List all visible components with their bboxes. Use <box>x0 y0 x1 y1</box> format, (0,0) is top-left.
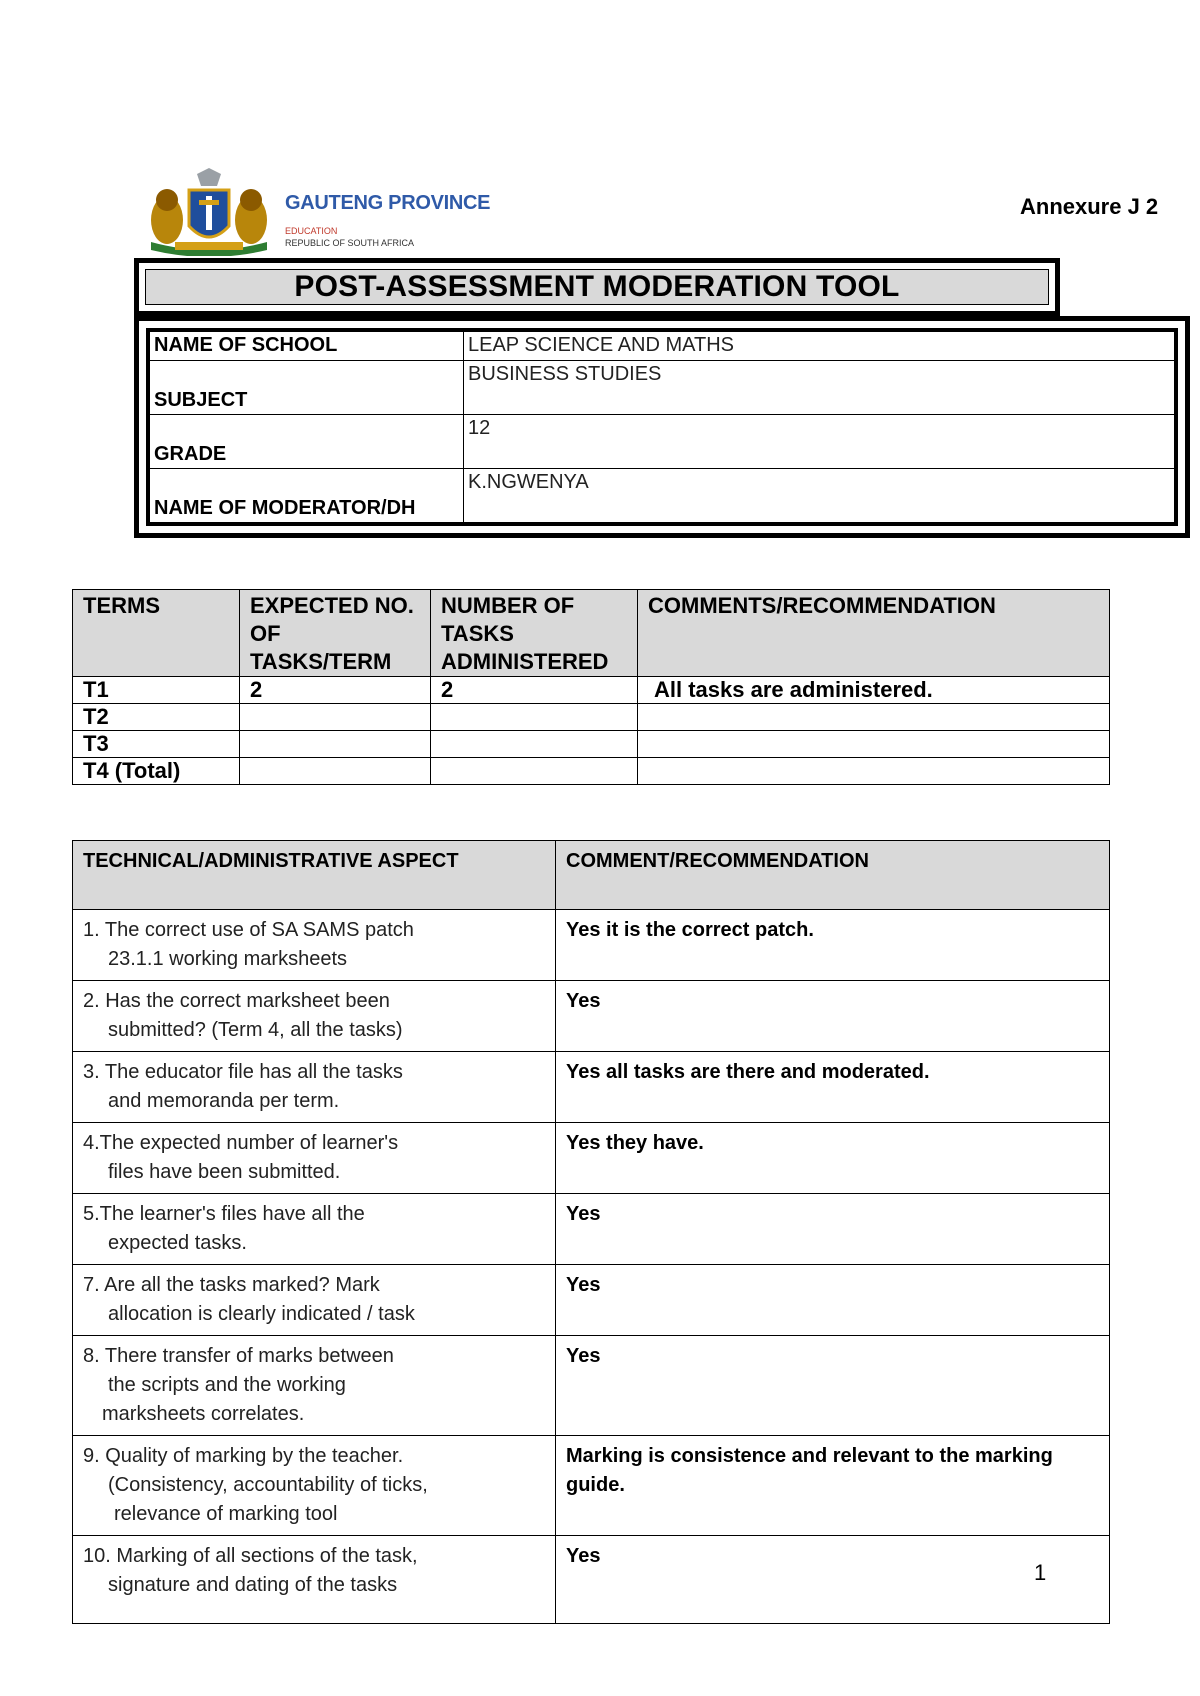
aspect-line: and memoranda per term. <box>108 1090 340 1112</box>
info-row <box>150 415 1175 469</box>
aspect-line: 1. The correct use of SA SAMS patch <box>83 919 414 941</box>
aspect-cell <box>73 910 556 981</box>
info-row <box>150 332 1175 361</box>
aspect-line: 23.1.1 working marksheets <box>108 948 348 970</box>
recommendation-header: COMMENT/RECOMMENDATION <box>556 841 1110 910</box>
terms-table <box>72 589 1110 785</box>
term-cell: T1 <box>73 677 240 704</box>
term-cell: T4 (Total) <box>73 758 240 785</box>
aspect-line: 10. Marking of all sections of the task, <box>83 1545 418 1567</box>
aspect-cell <box>73 1436 556 1536</box>
aspect-line: the scripts and the working <box>108 1374 346 1396</box>
aspect-line: 7. Are all the tasks marked? Mark <box>83 1274 380 1296</box>
expected-header: EXPECTED NO. OF TASKS/TERM <box>240 590 431 677</box>
terms-header-row <box>73 590 1110 677</box>
administered-cell <box>431 758 638 785</box>
comment-cell <box>638 758 1110 785</box>
administered-cell <box>431 731 638 758</box>
technical-row <box>73 1123 1110 1194</box>
info-row <box>150 361 1175 415</box>
aspect-cell <box>73 1052 556 1123</box>
info-label: NAME OF MODERATOR/DH <box>150 469 464 523</box>
comment-cell: Yes <box>556 1194 1110 1265</box>
comment-cell: Yes <box>556 1536 1110 1624</box>
aspect-header: TECHNICAL/ADMINISTRATIVE ASPECT <box>73 841 556 910</box>
info-label: GRADE <box>150 415 464 469</box>
comments-header: COMMENTS/RECOMMENDATION <box>638 590 1110 677</box>
title-frame <box>134 258 1060 316</box>
info-label: SUBJECT <box>150 361 464 415</box>
gauteng-logo <box>145 168 505 256</box>
comment-cell: All tasks are administered. <box>638 677 1110 704</box>
comment-cell: Yes it is the correct patch. <box>556 910 1110 981</box>
aspect-line: files have been submitted. <box>108 1161 341 1183</box>
comment-cell: Yes <box>556 1336 1110 1436</box>
aspect-cell <box>73 981 556 1052</box>
comment-cell: Yes they have. <box>556 1123 1110 1194</box>
administered-cell <box>431 704 638 731</box>
info-label: NAME OF SCHOOL <box>150 332 464 361</box>
aspect-cell <box>73 1265 556 1336</box>
info-box <box>134 316 1190 538</box>
aspect-cell <box>73 1194 556 1265</box>
aspect-line: marksheets correlates. <box>102 1403 305 1425</box>
aspect-cell <box>73 1536 556 1624</box>
aspect-line: 5.The learner's files have all the <box>83 1203 365 1225</box>
term-cell: T2 <box>73 704 240 731</box>
expected-cell <box>240 704 431 731</box>
aspect-line: 3. The educator file has all the tasks <box>83 1061 403 1083</box>
technical-row <box>73 1194 1110 1265</box>
info-row <box>150 469 1175 523</box>
expected-cell <box>240 758 431 785</box>
comment-cell: Yes all tasks are there and moderated. <box>556 1052 1110 1123</box>
term-cell: T3 <box>73 731 240 758</box>
logo-subtitle: EDUCATION <box>285 226 338 236</box>
technical-row <box>73 1536 1110 1624</box>
page-number: 1 <box>1034 1560 1047 1585</box>
technical-row <box>73 1436 1110 1536</box>
aspect-line: 8. There transfer of marks between <box>83 1345 394 1367</box>
administered-header: NUMBER OF TASKS ADMINISTERED <box>431 590 638 677</box>
aspect-cell <box>73 1336 556 1436</box>
info-value: 12 <box>464 415 1175 469</box>
aspect-line: allocation is clearly indicated / task <box>108 1303 415 1325</box>
aspect-line: 9. Quality of marking by the teacher. <box>83 1445 404 1467</box>
technical-row <box>73 1336 1110 1436</box>
info-value: BUSINESS STUDIES <box>464 361 1175 415</box>
technical-table <box>72 840 1110 1624</box>
terms-header: TERMS <box>73 590 240 677</box>
page-title: POST-ASSESSMENT MODERATION TOOL <box>145 269 1049 305</box>
technical-row <box>73 910 1110 981</box>
info-table <box>149 331 1175 523</box>
aspect-line: expected tasks. <box>108 1232 247 1254</box>
expected-cell: 2 <box>240 677 431 704</box>
term-row <box>73 677 1110 704</box>
administered-cell: 2 <box>431 677 638 704</box>
technical-row <box>73 1052 1110 1123</box>
logo-title: GAUTENG PROVINCE <box>285 192 491 214</box>
aspect-line: (Consistency, accountability of ticks, <box>108 1474 428 1496</box>
term-row <box>73 758 1110 785</box>
logo-country: REPUBLIC OF SOUTH AFRICA <box>285 238 415 248</box>
aspect-line: relevance of marking tool <box>114 1503 338 1525</box>
aspect-line: submitted? (Term 4, all the tasks) <box>108 1019 403 1041</box>
term-row <box>73 731 1110 758</box>
expected-cell <box>240 731 431 758</box>
technical-row <box>73 981 1110 1052</box>
info-value: LEAP SCIENCE AND MATHS <box>464 332 1175 361</box>
comment-cell: Yes <box>556 1265 1110 1336</box>
aspect-line: signature and dating of the tasks <box>108 1574 398 1596</box>
comment-cell <box>638 704 1110 731</box>
aspect-line: 2. Has the correct marksheet been <box>83 990 390 1012</box>
comment-cell: Yes <box>556 981 1110 1052</box>
term-row <box>73 704 1110 731</box>
aspect-cell <box>73 1123 556 1194</box>
comment-cell <box>638 731 1110 758</box>
info-value: K.NGWENYA <box>464 469 1175 523</box>
technical-header-row <box>73 841 1110 910</box>
aspect-line: 4.The expected number of learner's <box>83 1132 399 1154</box>
technical-row <box>73 1265 1110 1336</box>
comment-cell: Marking is consistence and relevant to the marking guide. <box>556 1436 1110 1536</box>
annexure-label: Annexure J 2 <box>1020 194 1159 219</box>
